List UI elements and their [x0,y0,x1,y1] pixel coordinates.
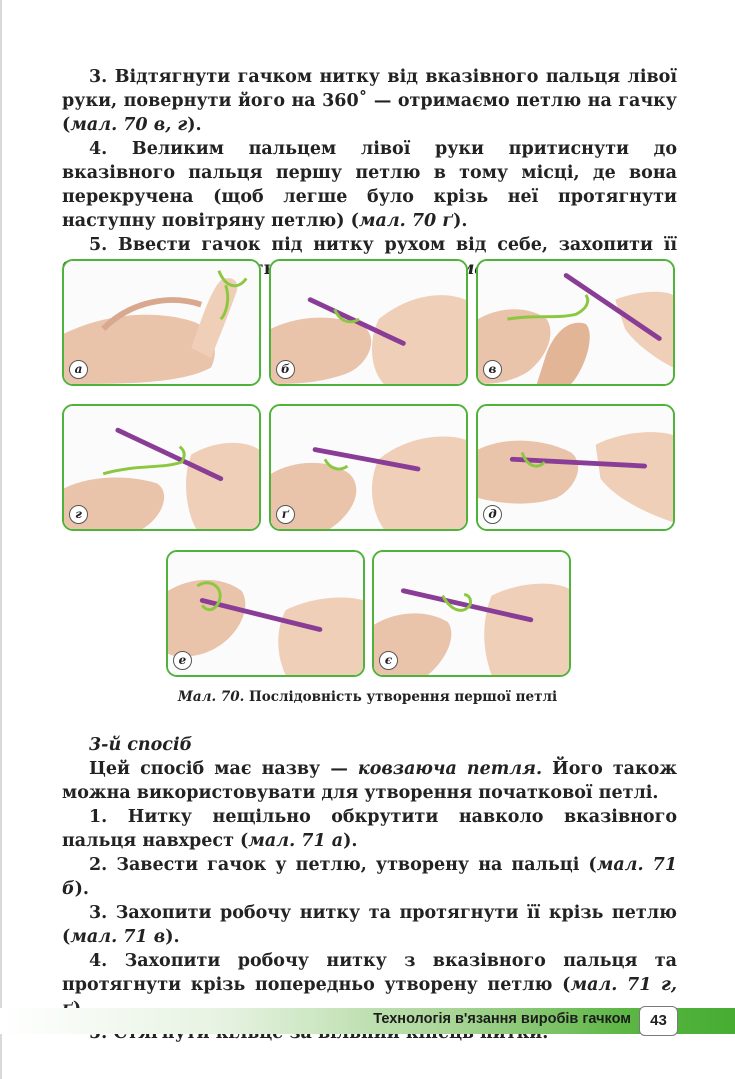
method-3-heading: 3-й спосіб [89,735,193,755]
photo-label-h: г [69,505,88,524]
photo-label-a: а [69,360,88,379]
photo-h [62,404,261,531]
page-left-edge [0,0,2,1079]
photo-label-d: д [483,505,502,524]
photo-label-v: в [483,360,502,379]
photo-label-ye: є [379,651,398,670]
photo-label-g: ґ [276,505,295,524]
method-3-step-3: 3. Захопити робочу нитку та протягнути її крізь петлю (мал. 71 в). [62,903,677,947]
method-3-step-1: 1. Нитку нещільно обкрутити навколо вказівного пальця навхрест (мал. 71 а). [62,807,677,851]
hand-photo-illustration [478,261,673,384]
photo-a [62,259,261,386]
hand-photo-illustration [64,261,259,384]
method-3-section [62,733,677,1045]
hand-photo-illustration [478,406,673,529]
hand-photo-illustration [271,261,466,384]
figure-caption-number: Мал. 70. [177,689,245,705]
hand-photo-illustration [271,406,466,529]
method-3-step-2: 2. Завести гачок у петлю, утворену на пальці (мал. 71 б). [62,855,677,899]
step-3-paragraph: 3. Відтягнути гачком нитку від вказівного пальця лівої руки, повернути його на 360˚ — отримаємо петлю на гачку (мал. 70 в, г). [62,67,677,135]
photo-b [269,259,468,386]
method-3-step-4: 4. Захопити робочу нитку з вказівного пальця та протягнути крізь попередньо утворену петлю (мал. 71 г, [62,951,677,995]
hand-photo-illustration [168,552,363,675]
figure-caption [0,689,735,705]
photo-d [476,404,675,531]
photo-label-e: е [173,651,192,670]
photo-g [269,404,468,531]
step-4-paragraph: 4. Великим пальцем лівої руки притиснути до вказівного пальця першу петлю в тому місці, де вона перекручена (щоб легше було крізь неї протягнути наступну повітряну петлю) (мал. 70 ґ). [62,139,677,231]
page-number: 43 [639,1006,678,1036]
hand-photo-illustration [64,406,259,529]
photo-label-b: б [276,360,295,379]
photo-ye [372,550,571,677]
photo-v [476,259,675,386]
figure-caption-text: Послідовність утворення першої петлі [249,689,558,705]
running-footer-title: Технологія в'язання виробів гачком [373,1011,631,1027]
method-3-intro: Цей спосіб має назву — ковзаюча петля. Його також можна використовувати для утворення початкової петлі. [62,759,677,803]
photo-e [166,550,365,677]
instructions-top [62,65,677,281]
hand-photo-illustration [374,552,569,675]
step-5-paragraph: 5. Ввести гачок під нитку рухом від себе, захопити її [89,235,677,255]
